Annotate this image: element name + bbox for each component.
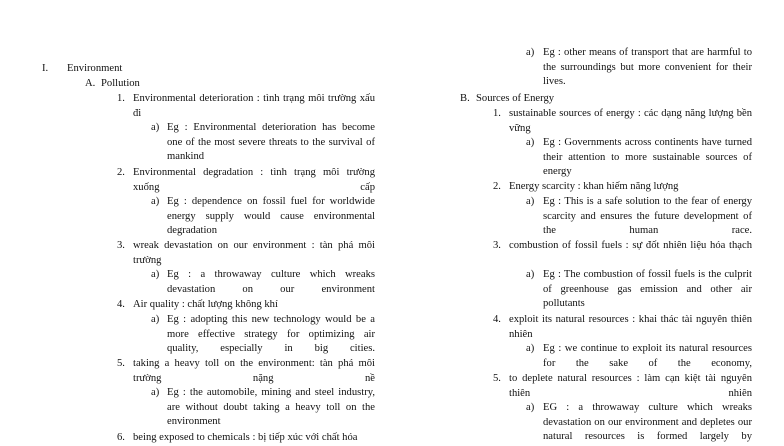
example-letter: a)	[151, 314, 160, 325]
list-number: 4.	[493, 314, 501, 325]
example-sentence: EG : a throwaway culture which wreaks devastation on our environment and depletes our natural resources is formed largely by	[543, 402, 752, 443]
list-number: 3.	[117, 240, 125, 251]
vocab-term: Environmental deterioration : tình trạng môi trường xấu đi	[133, 93, 375, 119]
subsection-letter: B.	[460, 93, 470, 104]
list-number: 2.	[493, 181, 501, 192]
example-sentence: Eg : the automobile, mining and steel industry, are without doubt taking a heavy toll on the environment	[167, 387, 375, 428]
list-number: 3.	[493, 240, 501, 251]
list-number: 5.	[117, 358, 125, 369]
example-letter: a)	[526, 137, 535, 148]
example-letter: a)	[151, 387, 160, 398]
list-number: 1.	[117, 93, 125, 104]
example-sentence: Eg : The combustion of fossil fuels is the culprit of greenhouse gas emission and other air pollutants	[543, 269, 752, 310]
vocab-term: wreak devastation on our environment : tàn phá môi trường	[133, 240, 375, 266]
vocab-term: taking a heavy toll on the environment: tàn phá môi trường nặng nề	[133, 358, 375, 384]
subsection-title: Sources of Energy	[476, 93, 555, 104]
subsection-title: Pollution	[101, 78, 140, 89]
example-sentence: Eg : a throwaway culture which wreaks devastation on our environment	[167, 269, 375, 295]
vocab-term: exploit its natural resources : khai thác tài nguyên thiên nhiên	[509, 314, 752, 340]
vocab-term: sustainable sources of energy : các dạng năng lượng bền vững	[509, 108, 752, 134]
subsection-letter: A.	[85, 78, 96, 89]
list-number: 4.	[117, 299, 125, 310]
example-letter: a)	[151, 122, 160, 133]
list-number: 6.	[117, 432, 125, 443]
example-sentence: Eg : This is a safe solution to the fear of energy scarcity and ensures the future development of the human race.	[543, 196, 752, 237]
example-letter: a)	[151, 196, 160, 207]
vocab-term: being exposed to chemicals : bị tiếp xúc với chất hóa	[133, 432, 358, 443]
section-title: Environment	[67, 63, 123, 74]
example-sentence: Eg : other means of transport that are harmful to the surroundings but more convenient for their lives.	[543, 47, 752, 88]
example-letter: a)	[526, 402, 535, 413]
vocab-term: Air quality : chất lượng không khí	[133, 299, 278, 310]
vocab-term: to deplete natural resources : làm cạn kiệt tài nguyên thiên nhiên	[509, 373, 752, 399]
list-number: 1.	[493, 108, 501, 119]
example-letter: a)	[526, 196, 535, 207]
example-sentence: Eg : we continue to exploit its natural resources for the sake of the economy,	[543, 343, 752, 369]
example-sentence: Eg : Environmental deterioration has become one of the most severe threats to the survival of mankind	[167, 122, 375, 163]
vocab-term: combustion of fossil fuels : sự đốt nhiên liệu hóa thạch	[509, 240, 752, 251]
example-letter: a)	[526, 343, 535, 354]
example-sentence: Eg : dependence on fossil fuel for worldwide energy supply would cause environmental degradation	[167, 196, 375, 237]
list-number: 5.	[493, 373, 501, 384]
example-letter: a)	[526, 269, 535, 280]
list-number: 2.	[117, 167, 125, 178]
vocab-term: Environmental degradation : tình trạng môi trường xuống cấp	[133, 167, 375, 193]
vocab-term: Energy scarcity : khan hiếm năng lượng	[509, 181, 679, 192]
example-letter: a)	[526, 47, 535, 58]
section-numeral: I.	[42, 63, 49, 74]
example-sentence: Eg : Governments across continents have turned their attention to more sustainable sources of energy	[543, 137, 752, 178]
example-sentence: Eg : adopting this new technology would be a more effective strategy for optimizing air quality, especially in big cities.	[167, 314, 375, 355]
example-letter: a)	[151, 269, 160, 280]
